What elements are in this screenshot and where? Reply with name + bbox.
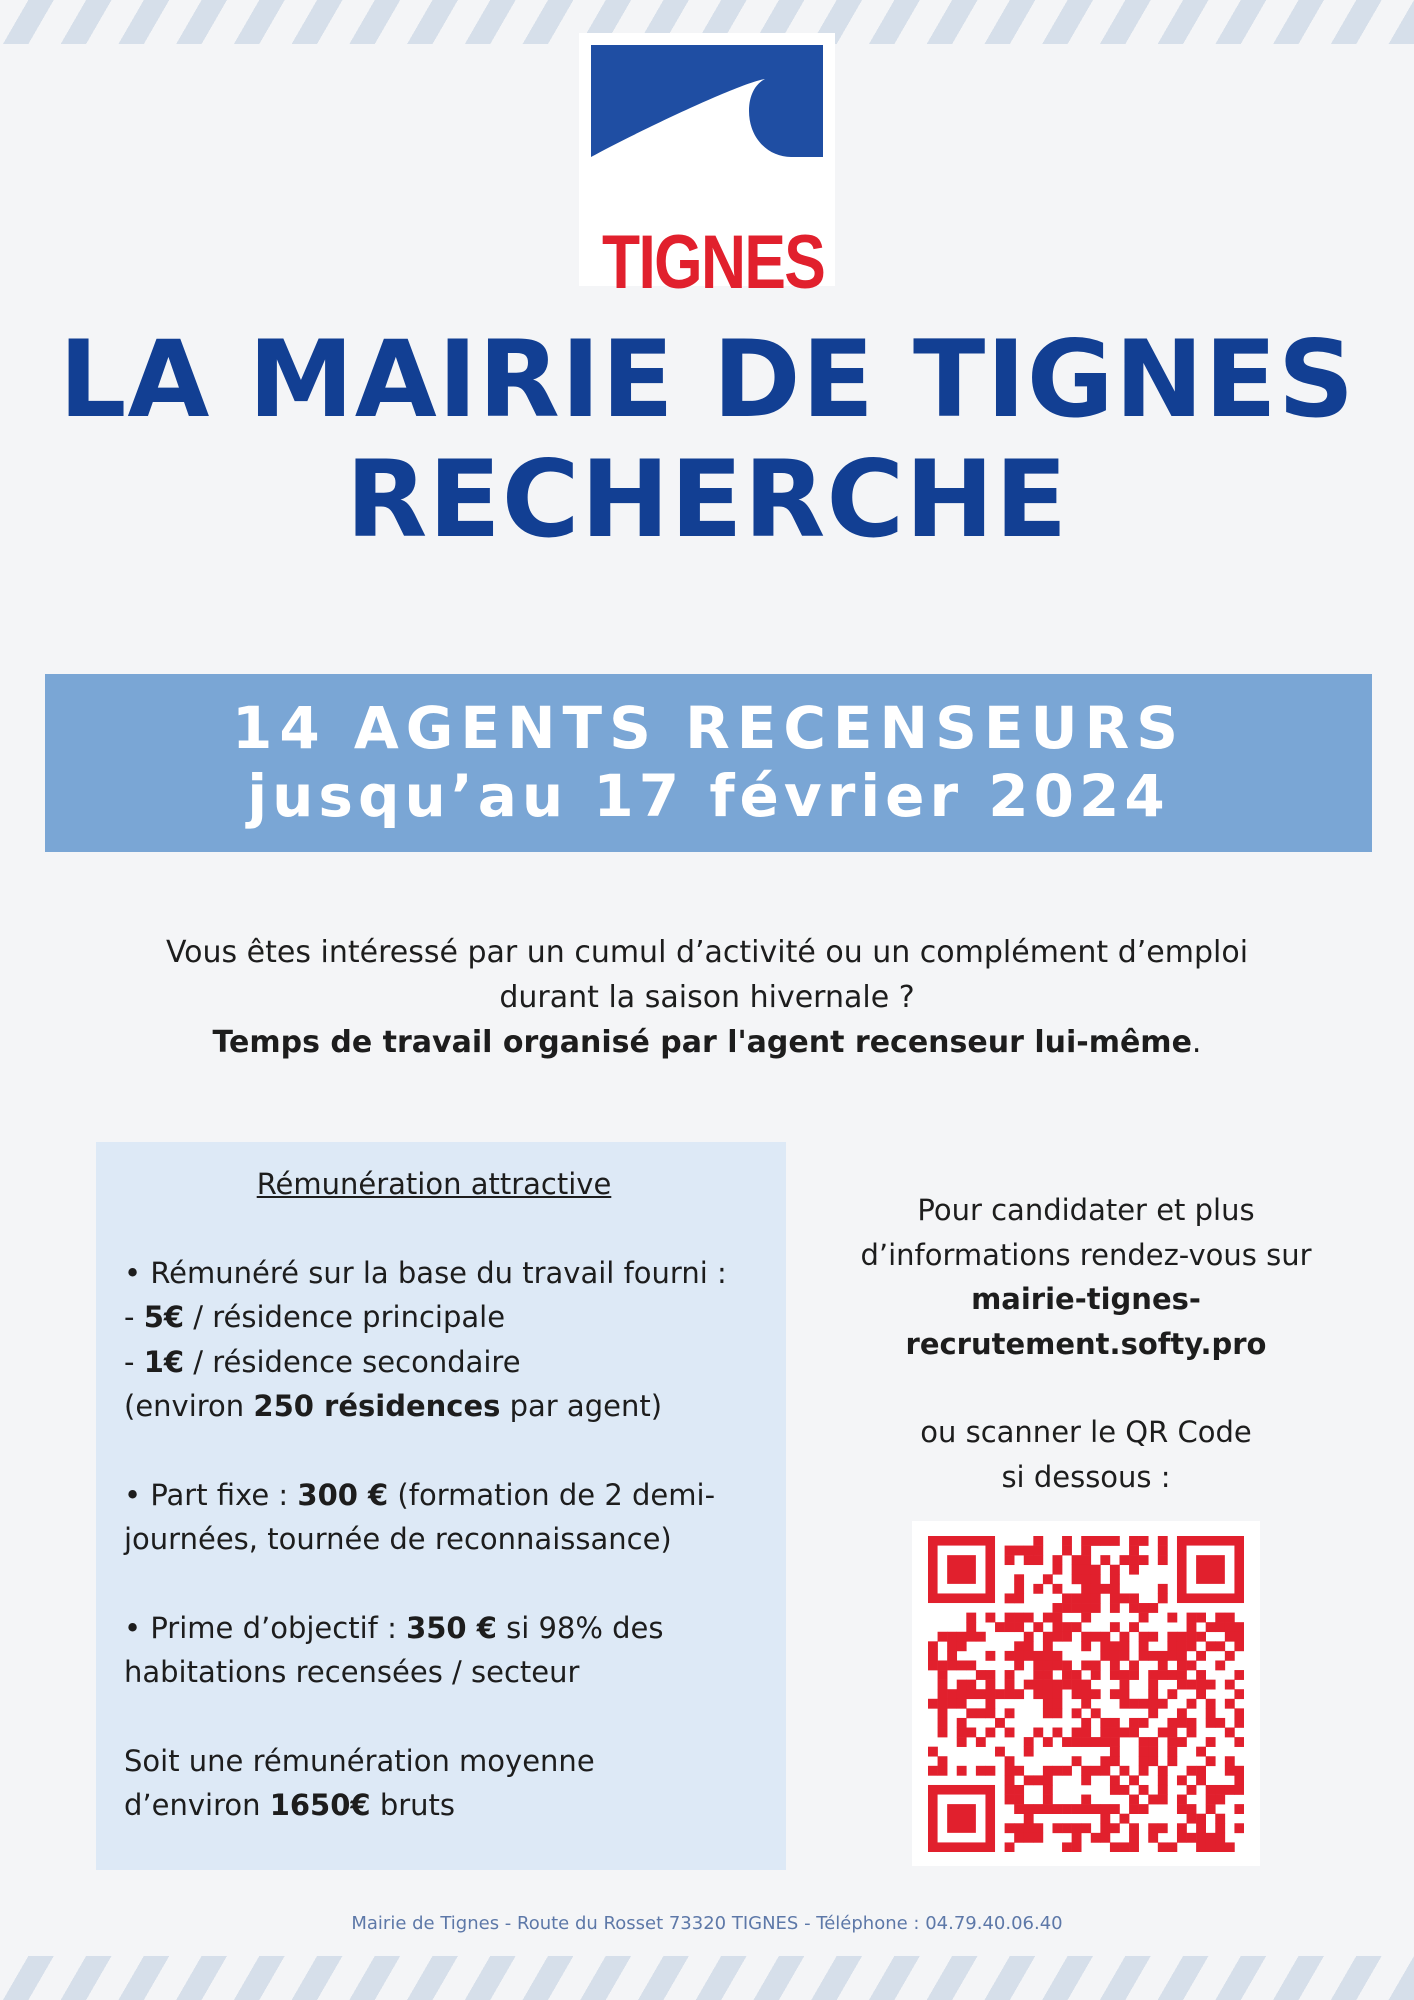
intro-text: [0, 930, 1414, 1065]
title-line-2: RECHERCHE: [345, 438, 1069, 561]
page-title: [0, 320, 1414, 560]
footer-contact: Mairie de Tignes - Route du Rosset 73320 TIGNES - Téléphone : 04.79.40.06.40: [351, 1913, 1063, 1934]
intro-line-3: Temps de travail organisé par l'agent recenseur lui-même.: [212, 1025, 1202, 1060]
bottom-stripe-border: [0, 1956, 1414, 2000]
mountain-logo-icon: [591, 45, 823, 157]
scan-line-2: si dessous :: [1001, 1459, 1171, 1494]
remuneration-panel: [96, 1142, 786, 1870]
intro-bold-statement: Temps de travail organisé par l'agent recenseur lui-même: [212, 1025, 1192, 1060]
apply-url[interactable]: mairie-tignes- recrutement.softy.pro: [905, 1282, 1267, 1361]
tignes-logo: [579, 33, 835, 305]
apply-line-2: d’informations rendez-vous sur: [860, 1237, 1312, 1272]
residences-count: (environ 250 résidences par agent): [124, 1389, 663, 1423]
average-pay-line-1: Soit une rémunération moyenne: [124, 1743, 595, 1778]
objective-bonus: • Prime d’objectif : 350 € si 98% des: [124, 1610, 664, 1645]
average-pay-line-2: d’environ 1650€ bruts: [124, 1788, 456, 1822]
recruitment-banner: [45, 674, 1372, 852]
apply-info: [800, 1188, 1372, 1499]
qr-code[interactable]: [912, 1521, 1260, 1866]
qr-code-icon: [928, 1536, 1244, 1852]
principal-rate: - 5€ / résidence principale: [124, 1300, 506, 1334]
scan-line-1: ou scanner le QR Code: [920, 1415, 1252, 1449]
apply-line-1: Pour candidater et plus: [917, 1193, 1255, 1227]
title-line-1: LA MAIRIE DE TIGNES: [58, 318, 1356, 441]
banner-positions: 14 AGENTS RECENSEURS: [231, 694, 1186, 762]
fixed-part: • Part fixe : 300 € (formation de 2 demi-: [124, 1477, 716, 1512]
fixed-part-detail: journées, tournée de reconnaissance): [124, 1522, 672, 1556]
logo-wordmark: TIGNES: [602, 220, 825, 305]
secondary-rate: - 1€ / résidence secondaire: [124, 1344, 521, 1379]
intro-line-1: Vous êtes intéressé par un cumul d’activité ou un complément d’emploi: [165, 935, 1249, 970]
objective-bonus-detail: habitations recensées / secteur: [124, 1655, 580, 1689]
base-intro: • Rémunéré sur la base du travail fourni :: [124, 1255, 727, 1290]
banner-deadline: jusqu’au 17 février 2024: [247, 762, 1170, 830]
intro-line-2: durant la saison hivernale ?: [499, 980, 915, 1015]
remuneration-heading: Rémunération attractive: [256, 1167, 612, 1201]
